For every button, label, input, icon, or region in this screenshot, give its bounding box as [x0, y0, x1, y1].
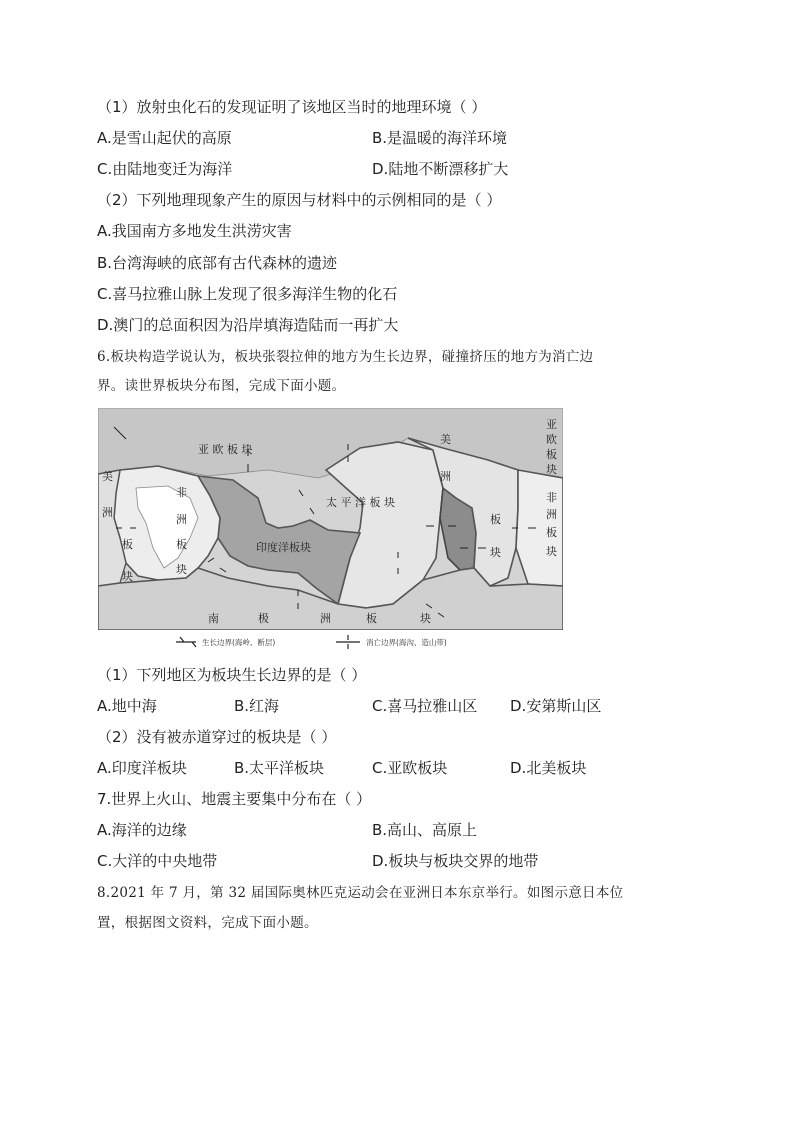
world-plate-map: [98, 408, 563, 630]
svg-text:板: 板: [490, 513, 501, 526]
svg-text:板: 板: [176, 538, 187, 551]
svg-text:美: 美: [440, 433, 451, 446]
svg-text:洲: 洲: [102, 506, 113, 519]
q5-sub1-option-a: A.是雪山起伏的高原: [97, 129, 232, 147]
svg-text:南: 南: [208, 612, 219, 625]
svg-text:块: 块: [122, 570, 133, 583]
q7-option-a: A.海洋的边缘: [97, 821, 187, 839]
svg-text:块: 块: [546, 463, 557, 476]
q6-sub2-stem: （2）没有被赤道穿过的板块是（ ）: [97, 728, 337, 746]
q6-sub1-option-c: C.喜马拉雅山区: [372, 697, 478, 715]
svg-text:洲: 洲: [440, 470, 451, 483]
q5-sub1-stem: （1）放射虫化石的发现证明了该地区当时的地理环境（ ）: [97, 98, 487, 116]
q8-intro-line2: 置，根据图文资料，完成下面小题。: [97, 915, 318, 931]
svg-text:块: 块: [176, 563, 187, 576]
q5-sub2-option-b: B.台湾海峡的底部有古代森林的遗迹: [97, 254, 338, 272]
svg-text:亚: 亚: [546, 418, 557, 431]
q6-sub1-stem: （1）下列地区为板块生长边界的是（ ）: [97, 666, 367, 684]
q6-sub2-option-d: D.北美板块: [510, 759, 587, 777]
svg-text:板: 板: [546, 526, 557, 539]
q5-sub2-option-a: A.我国南方多地发生洪涝灾害: [97, 222, 292, 240]
svg-text:板: 板: [366, 612, 377, 625]
label-eurasia: 亚 欧 板 块: [198, 443, 253, 456]
growth-boundary-icon: [176, 637, 196, 647]
legend-growth-label: 生长边界(海岭、断层): [202, 638, 276, 647]
q6-sub1-option-b: B.红海: [234, 697, 280, 715]
q6-sub1-option-d: D.安第斯山区: [510, 697, 602, 715]
map-legend: [170, 633, 490, 651]
q6-intro-line2: 界。读世界板块分布图，完成下面小题。: [97, 378, 346, 394]
svg-text:洲: 洲: [546, 508, 557, 521]
q5-sub1-option-c: C.由陆地变迁为海洋: [97, 160, 233, 178]
q6-sub2-option-b: B.太平洋板块: [234, 759, 325, 777]
q5-sub2-option-d: D.澳门的总面积因为沿岸填海造陆而一再扩大: [97, 316, 399, 334]
q6-sub1-option-a: A.地中海: [97, 697, 157, 715]
q8-intro-line1: 8.2021 年 7 月，第 32 届国际奥林匹克运动会在亚洲日本东京举行。如图示意日本位: [97, 885, 624, 901]
q7-option-b: B.高山、高原上: [372, 821, 478, 839]
q7-option-c: C.大洋的中央地带: [97, 852, 218, 870]
q5-sub1-option-d: D.陆地不断漂移扩大: [372, 160, 509, 178]
svg-text:美: 美: [102, 470, 113, 483]
q6-sub2-option-c: C.亚欧板块: [372, 759, 448, 777]
legend-subduction-label: 消亡边界(海沟、造山带): [366, 638, 447, 647]
q6-intro-line1: 6.板块构造学说认为，板块张裂拉伸的地方为生长边界，碰撞挤压的地方为消亡边: [97, 349, 594, 365]
svg-text:块: 块: [490, 546, 501, 559]
q5-sub1-option-b: B.是温暖的海洋环境: [372, 129, 508, 147]
q7-option-d: D.板块与板块交界的地带: [372, 852, 539, 870]
label-pacific-plate: 太 平 洋 板 块: [326, 496, 395, 509]
q5-sub2-option-c: C.喜马拉雅山脉上发现了很多海洋生物的化石: [97, 285, 398, 303]
svg-text:洲: 洲: [320, 612, 331, 625]
q6-sub2-option-a: A.印度洋板块: [97, 759, 187, 777]
svg-text:欧: 欧: [546, 433, 557, 446]
q5-sub2-stem: （2）下列地理现象产生的原因与材料中的示例相同的是（ ）: [97, 191, 502, 209]
svg-text:洲: 洲: [176, 513, 187, 526]
svg-text:非: 非: [546, 491, 557, 504]
svg-text:板: 板: [546, 448, 557, 461]
svg-text:非: 非: [176, 486, 187, 499]
subduction-boundary-icon: [336, 635, 360, 649]
svg-text:块: 块: [420, 612, 431, 625]
q7-stem: 7.世界上火山、地震主要集中分布在（ ）: [97, 790, 372, 808]
svg-text:极: 极: [258, 612, 269, 625]
label-indian-plate: 印度洋板块: [256, 541, 311, 554]
svg-text:板: 板: [122, 538, 133, 551]
svg-text:块: 块: [546, 545, 557, 558]
